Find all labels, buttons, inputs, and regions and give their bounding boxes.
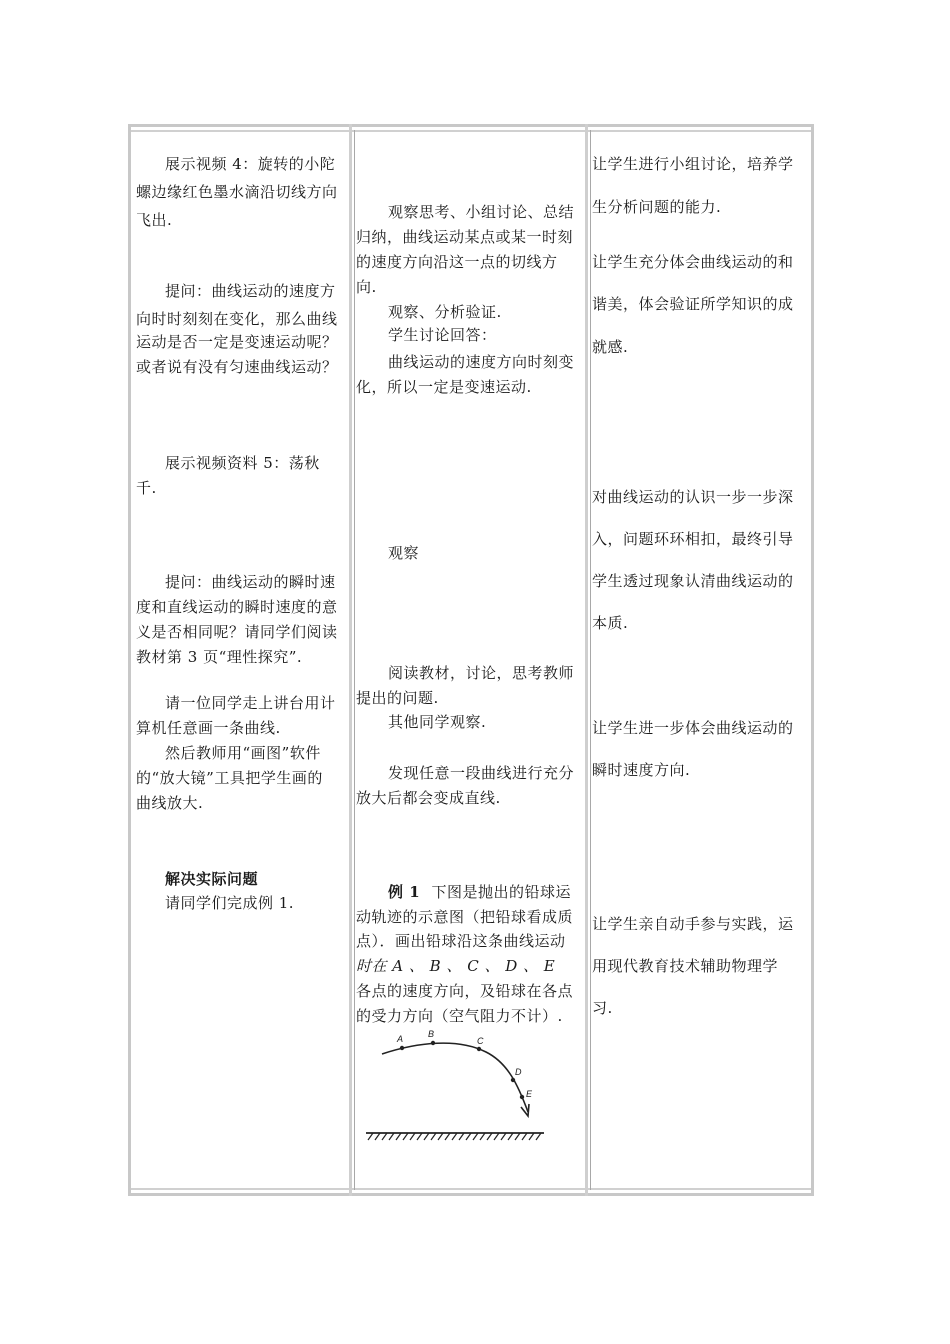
intent1-line-1: 让学生进行小组讨论，培养学	[592, 155, 794, 173]
discover-line-2: 放大后都会变成直线.	[356, 789, 501, 807]
intent3-line-4: 本质.	[592, 614, 629, 632]
intent4-line-2: 瞬时速度方向.	[592, 761, 691, 779]
hatch-mark	[473, 1133, 478, 1140]
hatch-mark	[382, 1133, 387, 1140]
answer-line-2: 化，所以一定是变速运动.	[356, 378, 532, 396]
point-a-label: A	[397, 1034, 404, 1044]
hatch-mark	[487, 1133, 492, 1140]
intent3-line-1: 对曲线运动的认识一步一步深	[592, 488, 794, 506]
hatch-mark	[438, 1133, 443, 1140]
point-d-dot	[511, 1078, 515, 1082]
video5-line-2: 千.	[136, 479, 157, 497]
intent2-line-3: 就感.	[592, 338, 629, 356]
hatch-mark	[403, 1133, 408, 1140]
zoom-line-2: 的“放大镜”工具把学生画的	[136, 769, 323, 787]
observe1-line-2: 归纳，曲线运动某点或某一时刻	[356, 228, 574, 246]
intent5-line-2: 用现代教育技术辅助物理学	[592, 957, 779, 975]
intent2-line-2: 谐美，体会验证所学知识的成	[592, 295, 794, 313]
video5-line-1: 展示视频资料 5：荡秋	[165, 454, 320, 472]
example-line-1: 下图是抛出的铅球运	[431, 883, 571, 901]
point-e-dot	[520, 1095, 524, 1099]
example-paragraph	[388, 880, 571, 904]
hatch-mark	[368, 1133, 373, 1140]
hatch-mark	[452, 1133, 457, 1140]
question1-line-3: 运动是否一定是变速运动呢？	[136, 333, 338, 351]
observe1-line-1: 观察思考、小组讨论、总结	[388, 203, 575, 221]
hatch-mark	[466, 1133, 471, 1140]
column-divider-1-inner	[354, 130, 355, 1190]
read-line-1: 阅读教材，讨论，思考教师	[388, 664, 575, 682]
video4-line-3: 飞出.	[136, 211, 173, 229]
verify-text: 观察、分析验证.	[388, 303, 502, 321]
hatch-mark	[508, 1133, 513, 1140]
hatch-mark	[494, 1133, 499, 1140]
zoom-line-3: 曲线放大.	[136, 794, 204, 812]
trajectory-curve	[382, 1043, 528, 1112]
point-e-label: E	[526, 1089, 533, 1099]
example-label: 例 1	[388, 883, 421, 901]
question1-line-1: 提问：曲线运动的速度方	[165, 282, 336, 300]
observe2-text: 观察	[388, 544, 420, 562]
intent3-line-2: 入，问题环环相扣，最终引导	[592, 530, 794, 548]
intent5-line-3: 习.	[592, 999, 613, 1017]
draw-line-2: 算机任意画一条曲线.	[136, 719, 281, 737]
section-heading: 解决实际问题	[165, 870, 259, 888]
hatch-mark	[459, 1133, 464, 1140]
video4-line-2: 螺边缘红色墨水滴沿切线方向	[136, 183, 338, 201]
intent2-line-1: 让学生充分体会曲线运动的和	[592, 253, 794, 271]
observe1-line-4: 向.	[356, 278, 377, 296]
hatch-mark	[389, 1133, 394, 1140]
answer-line-1: 曲线运动的速度方向时刻变	[388, 353, 575, 371]
point-c-dot	[477, 1047, 481, 1051]
hatch-mark	[529, 1133, 534, 1140]
point-c-label: C	[477, 1036, 484, 1046]
point-d-label: D	[515, 1067, 522, 1077]
video4-line-1: 展示视频 4：旋转的小陀	[165, 155, 336, 173]
ground-hatching	[368, 1133, 541, 1140]
column-divider-2-inner	[590, 130, 591, 1190]
intent3-line-3: 学生透过现象认清曲线运动的	[592, 572, 794, 590]
hatch-mark	[424, 1133, 429, 1140]
observe1-line-3: 的速度方向沿这一点的切线方	[356, 253, 558, 271]
question1-line-4: 或者说有没有匀速曲线运动？	[136, 358, 338, 376]
example-line-4: 时在 A 、 B 、 C 、 D 、 E	[356, 957, 556, 975]
column-divider-1	[349, 124, 352, 1196]
discover-line-1: 发现任意一段曲线进行充分	[388, 764, 575, 782]
example-line-6: 的受力方向（空气阻力不计）.	[356, 1007, 563, 1025]
intent1-line-2: 生分析问题的能力.	[592, 198, 722, 216]
hatch-mark	[396, 1133, 401, 1140]
intent5-line-1: 让学生亲自动手参与实践，运	[592, 915, 794, 933]
hatch-mark	[445, 1133, 450, 1140]
example-line-5: 各点的速度方向，及铅球在各点	[356, 982, 574, 1000]
question2-line-2: 度和直线运动的瞬时速度的意	[136, 598, 338, 616]
hatch-mark	[480, 1133, 485, 1140]
draw-line-1: 请一位同学走上讲台用计	[165, 694, 336, 712]
intent4-line-1: 让学生进一步体会曲线运动的	[592, 719, 794, 737]
table-top-rule	[131, 130, 811, 132]
others-text: 其他同学观察.	[388, 713, 487, 731]
question2-line-3: 义是否相同呢？请同学们阅读	[136, 623, 338, 641]
question2-line-1: 提问：曲线运动的瞬时速	[165, 573, 336, 591]
zoom-line-1: 然后教师用“画图”软件	[165, 744, 321, 762]
question1-line-2: 向时时刻刻在变化，那么曲线	[136, 310, 338, 328]
shot-put-trajectory-diagram	[358, 1030, 548, 1145]
point-b-label: B	[428, 1030, 435, 1039]
example-task: 请同学们完成例 1.	[165, 894, 295, 912]
column-divider-2	[585, 124, 588, 1196]
question2-line-4: 教材第 3 页“理性探究”.	[136, 648, 303, 666]
example-line-3: 点）．画出铅球沿这条曲线运动	[356, 932, 566, 950]
hatch-mark	[375, 1133, 380, 1140]
hatch-mark	[410, 1133, 415, 1140]
hatch-mark	[522, 1133, 527, 1140]
hatch-mark	[515, 1133, 520, 1140]
point-b-dot	[431, 1041, 435, 1045]
hatch-mark	[431, 1133, 436, 1140]
table-bottom-rule	[131, 1188, 811, 1190]
read-line-2: 提出的问题.	[356, 689, 439, 707]
hatch-mark	[501, 1133, 506, 1140]
hatch-mark	[417, 1133, 422, 1140]
hatch-mark	[536, 1133, 541, 1140]
example-line-2: 动轨迹的示意图（把铅球看成质	[356, 908, 574, 926]
discuss-text: 学生讨论回答：	[388, 326, 497, 344]
point-a-dot	[400, 1046, 404, 1050]
